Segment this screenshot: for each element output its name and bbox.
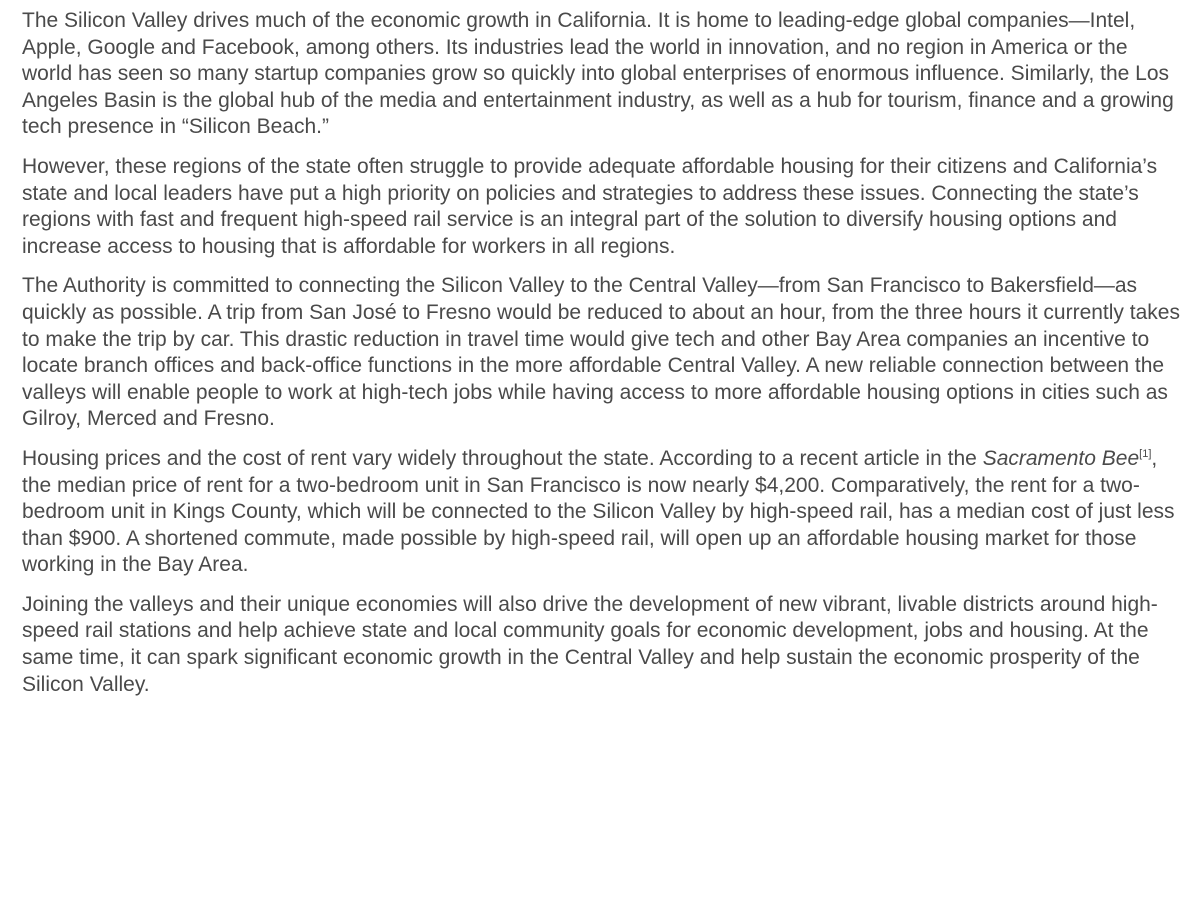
paragraph-housing-prices — [22, 446, 1182, 579]
housing-text-after: , the median price of rent for a two-bedroom unit in San Francisco is now nearly $4,200. Comparatively, the rent for a two-bedroom unit in Kings County, which will be connected to the Silicon Valley by high-speed rail, has a median cost of just less than $900. A shortened commute, made possible by high-speed rail, will open up an affordable housing market for those working in the Bay Area. — [22, 446, 1175, 577]
footnote-marker[interactable]: [1] — [1139, 447, 1152, 460]
paragraph-silicon-valley: The Silicon Valley drives much of the economic growth in California. It is home to leading-edge global companies—Intel, Apple, Google and Facebook, among others. Its industries lead the world in innovation, and no region in America or the world has seen so many startup companies grow so quickly into global enterprises of enormous influence. Similarly, the Los Angeles Basin is the global hub of the media and entertainment industry, as well as a hub for tourism, finance and a growing tech presence in “Silicon Beach.” — [22, 9, 1174, 139]
paragraph-housing-struggle: However, these regions of the state often struggle to provide adequate affordable housing for their citizens and California’s state and local leaders have put a high priority on policies and strategies to address these issues. Connecting the state’s regions with fast and frequent high-speed rail service is an integral part of the solution to diversify housing options and increase access to housing that is affordable for workers in all regions. — [22, 154, 1158, 258]
paragraph-joining-valleys: Joining the valleys and their unique economies will also drive the development of new vibrant, livable districts around high-speed rail stations and help achieve state and local community goals for economic development, jobs and housing. At the same time, it can spark significant economic growth in the Central Valley and help sustain the economic prosperity of the Silicon Valley. — [22, 592, 1158, 696]
sacramento-bee-title: Sacramento Bee — [982, 446, 1140, 470]
paragraph-authority-commitment: The Authority is committed to connecting the Silicon Valley to the Central Valley—from San Francisco to Bakersfield—as quickly as possible. A trip from San José to Fresno would be reduced to about an hour, from the three hours it currently takes to make the trip by car. This drastic reduction in travel time would give tech and other Bay Area companies an incentive to locate branch offices and back-office functions in the more affordable Central Valley. A new reliable connection between the valleys will enable people to work at high-tech jobs while having access to more affordable housing options in cities such as Gilroy, Merced and Fresno. — [22, 274, 1180, 431]
housing-text-before: Housing prices and the cost of rent vary widely throughout the state. According to a recent article in the — [22, 446, 983, 470]
document-body — [22, 8, 1182, 711]
